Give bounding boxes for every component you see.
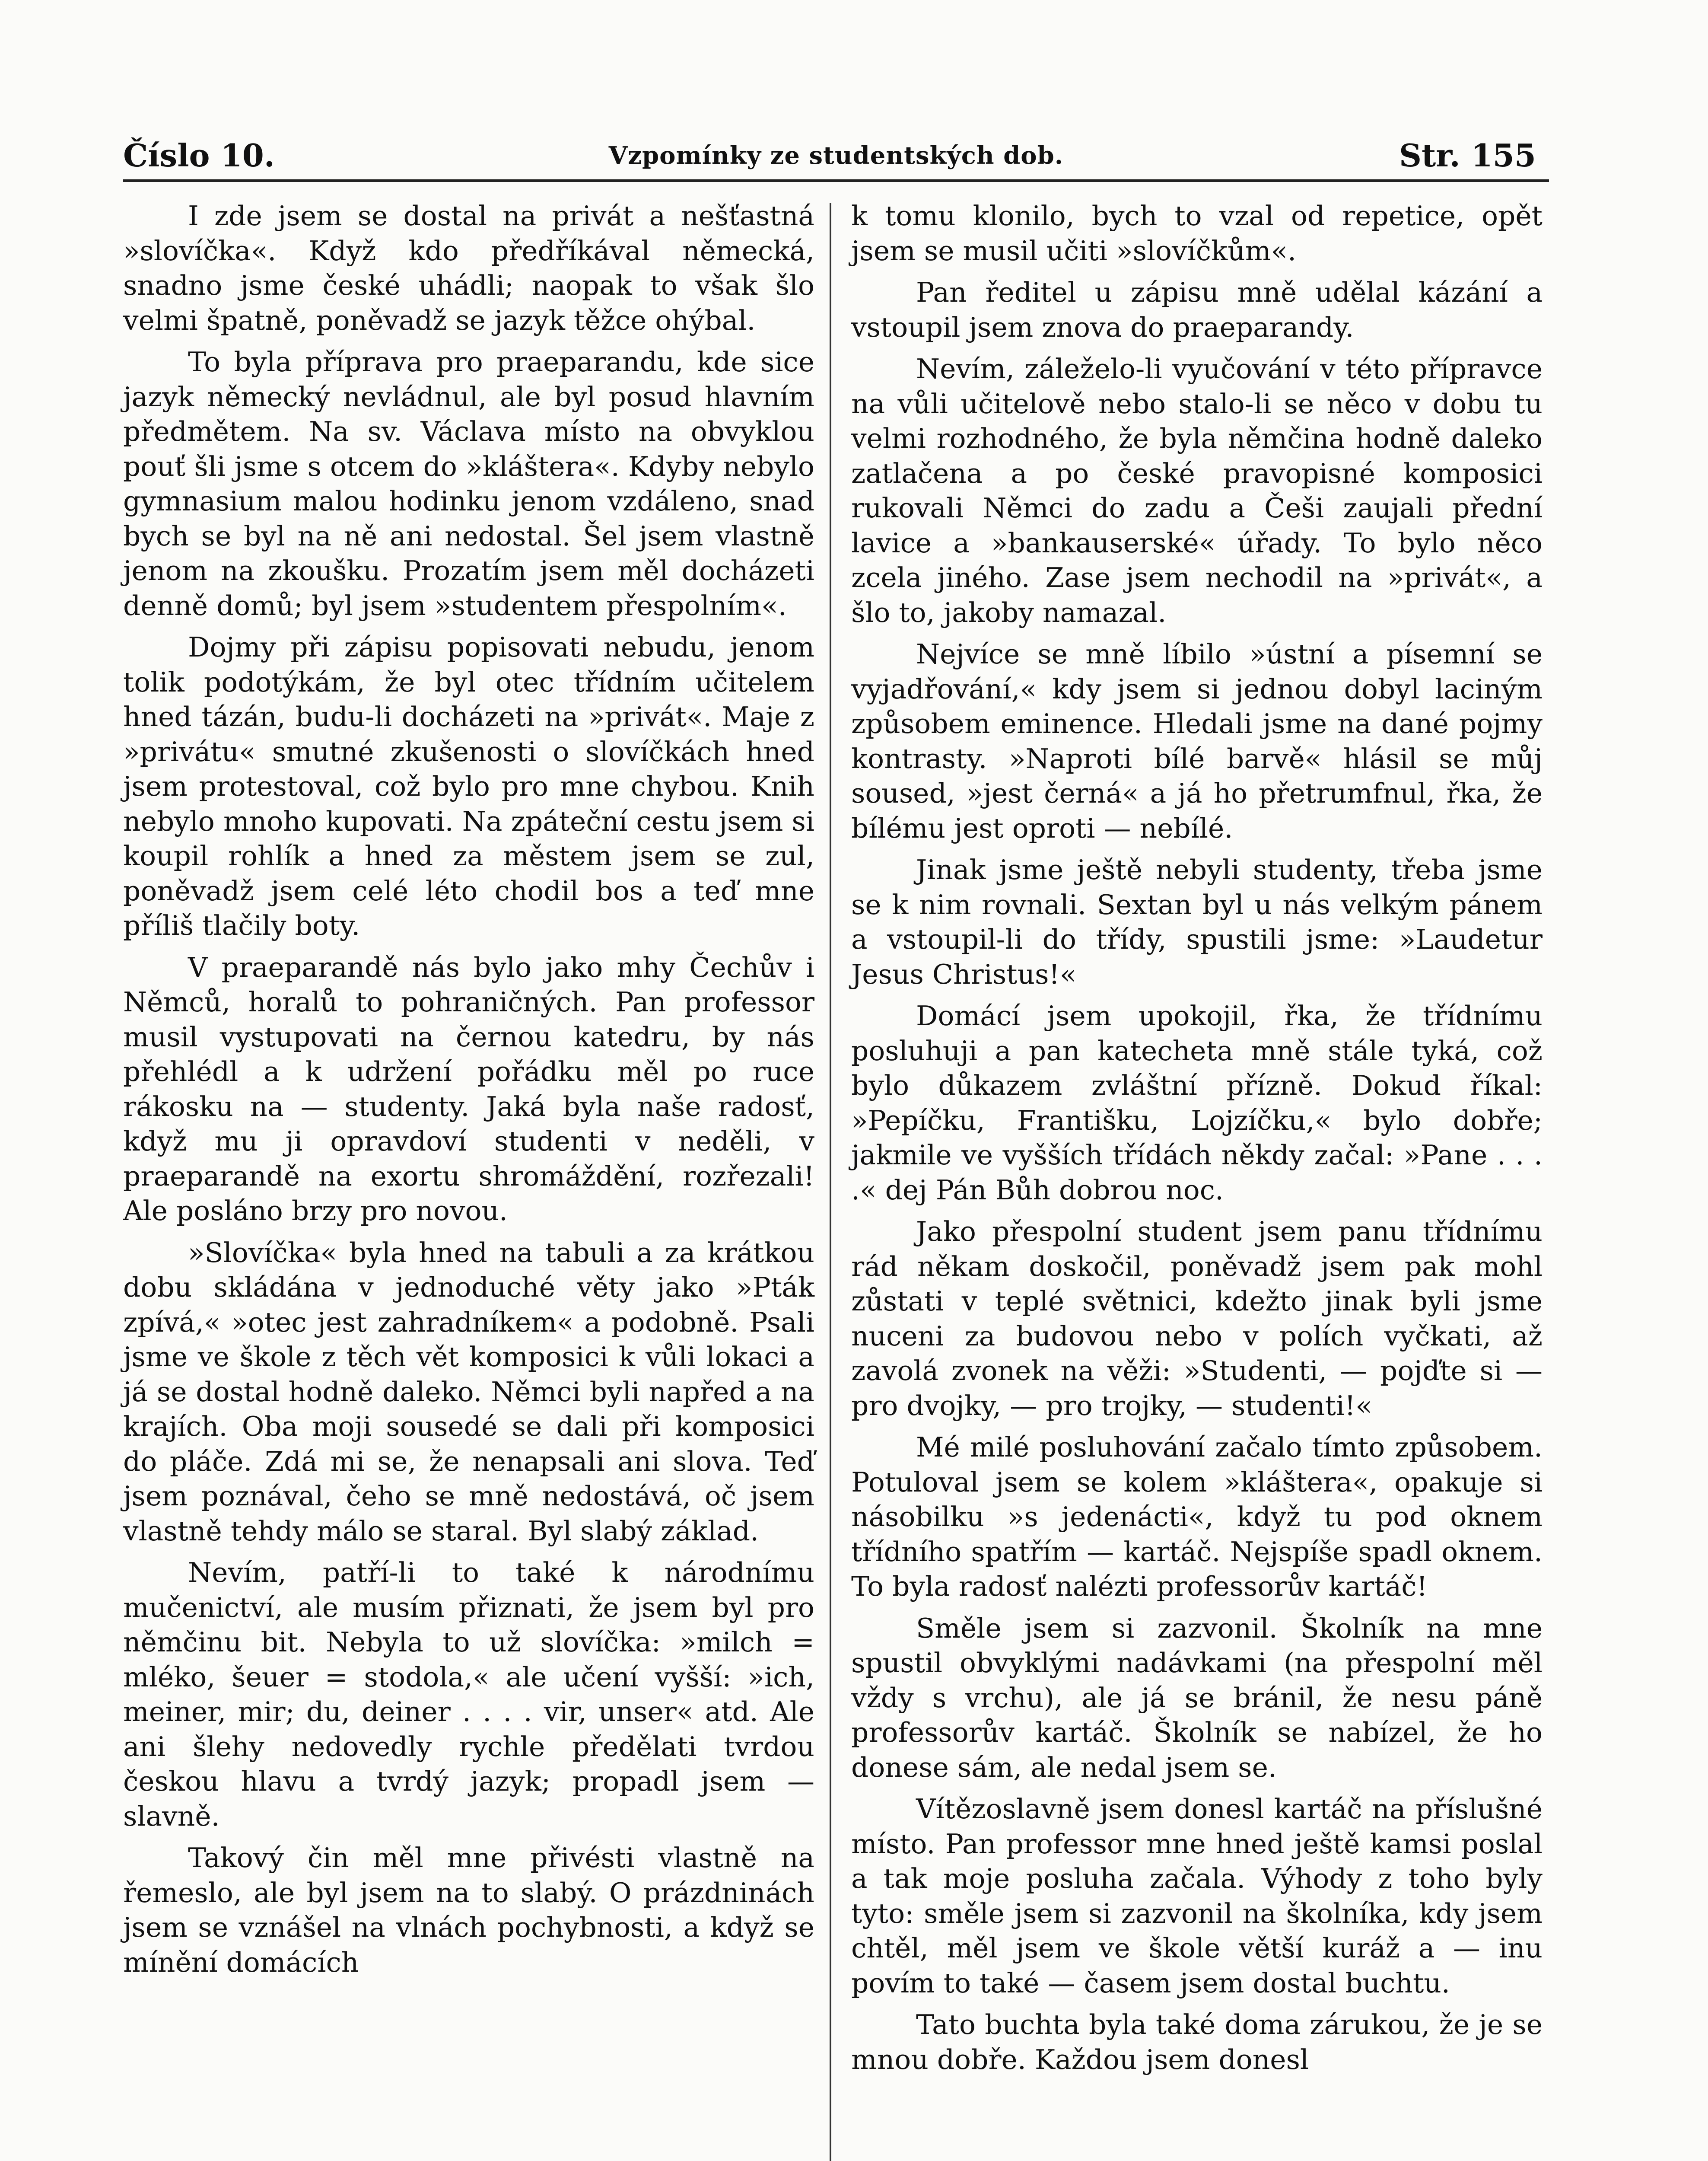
paragraph: Pan ředitel u zápisu mně udělal kázání a vstoupil jsem znova do praeparandy. [851,277,1543,343]
paragraph: Jako přespolní student jsem panu třídnímu rád někam doskočil, poněvadž jsem pak mohl zůstati v teplé světnici, kdežto jinak byli jsme nuceni za budovou nebo v polích vyčkati, až zavolá zvonek na věži: »Studenti, — pojďte si — pro dvojky, — pro trojky, — studenti!« [851,1216,1543,1422]
paragraph: Mé milé posluhování začalo tímto způsobem. Potuloval jsem se kolem »kláštera«, opakuje si násobilku »s jedenácti«, když tu pod oknem třídního spatřím — kartáč. Nejspíše spadl oknem. To byla radosť nalézti professorův kartáč! [851,1431,1543,1602]
paragraph: Tato buchta byla také doma zárukou, že je se mnou dobře. Každou jsem donesl [851,2009,1543,2075]
right-column [851,199,1543,2084]
paragraph: Jinak jsme ještě nebyli studenty, třeba jsme se k nim rovnali. Sextan byl u nás velkým pánem a vstoupil-li do třídy, spustili jsme: »Laudetur Jesus Christus!« [851,854,1543,990]
column-divider [830,203,831,2161]
paragraph: »Slovíčka« byla hned na tabuli a za krátkou dobu skládána v jednoduché věty jako »Pták zpívá,« »otec jest zahradníkem« a podobně. Psali jsme ve škole z těch vět komposici k vůli lokaci a já se dostal hodně daleko. Němci byli napřed a na krajích. Oba moji sousedé se dali při komposici do pláče. Zdá mi se, že nenapsali ani slova. Teď jsem poznával, čeho se mně nedostává, oč jsem vlastně tehdy málo se staral. Byl slabý základ. [123,1237,814,1547]
page-number: Str. 155 [1399,137,1536,174]
paragraph: Nevím, záleželo-li vyučování v této přípravce na vůli učitelově nebo stalo-li se něco v dobu tu velmi rozhodného, že byla němčina hodně daleko zatlačena a po české pravopisné komposici rukovali Němci do zadu a Češi zaujali přední lavice a »bankauserské« úřady. To bylo něco zcela jiného. Zase jsem nechodil na »privát«, a šlo to, jakoby namazal. [851,353,1543,628]
paragraph: Domácí jsem upokojil, řka, že třídnímu posluhuji a pan katecheta mně stále tyká, což bylo důkazem zvláštní přízně. Dokud říkal: »Pepíčku, Františku, Lojzíčku,« bylo dobře; jakmile ve vyšších třídách někdy začal: »Pane . . . .« dej Pán Bůh dobrou noc. [851,1000,1543,1206]
paragraph: Dojmy při zápisu popisovati nebudu, jenom tolik podotýkám, že byl otec třídním učitelem hned tázán, budu-li docházeti na »privát«. Maje z »privátu« smutné zkušenosti o slovíčkách hned jsem protestoval, což bylo pro mne chybou. Knih nebylo mnoho kupovati. Na zpáteční cestu jsem si koupil rohlík a hned za městem jsem se zul, poněvadž jsem celé léto chodil bos a teď mne příliš tlačily boty. [123,631,814,941]
issue-number: Číslo 10. [123,137,275,174]
paragraph: Takový čin měl mne přivésti vlastně na řemeslo, ale byl jsem na to slabý. O prázdninách jsem se vznášel na vlnách pochybnosti, a když se mínění domácích [123,1842,814,1978]
paragraph: To byla příprava pro praeparandu, kde sice jazyk německý nevládnul, ale byl posud hlavním předmětem. Na sv. Václava místo na obvyklou pouť šli jsme s otcem do »kláštera«. Kdyby nebylo gymnasium malou hodinku jenom vzdáleno, snad bych se byl na ně ani nedostal. Šel jsem vlastně jenom na zkoušku. Prozatím jsem měl docházeti denně domů; byl jsem »studentem přespolním«. [123,346,814,622]
paragraph: Směle jsem si zazvonil. Školník na mne spustil obvyklými nadávkami (na přespolní měl vždy s vrchu), ale já se bránil, že nesu páně professorův kartáč. Školník se nabízel, že ho donese sám, ale nedal jsem se. [851,1612,1543,1783]
paragraph: V praeparandě nás bylo jako mhy Čechův i Němců, horalů to pohraničných. Pan professor musil vystupovati na černou katedru, by nás přehlédl a k udržení pořádku měl po ruce rákosku na — studenty. Jaká byla naše radosť, když mu ji opravdoví studenti v neděli, v praeparandě na exortu shromáždění, rozřezali! Ale posláno brzy pro novou. [123,951,814,1227]
running-header [123,132,1549,182]
paragraph: Nejvíce se mně líbilo »ústní a písemní se vyjadřování,« kdy jsem si jednou dobyl laciným způsobem eminence. Hledali jsme na dané pojmy kontrasty. »Naproti bílé barvě« hlásil se můj soused, »jest černá« a já ho přetrumfnul, řka, že bílému jest oproti — nebílé. [851,638,1543,844]
running-title: Vzpomínky ze studentských dob. [608,141,1064,170]
paragraph: Vítězoslavně jsem donesl kartáč na příslušné místo. Pan professor mne hned ještě kamsi poslal a tak moje posluha začala. Výhody z toho byly tyto: směle jsem si zazvonil na školníka, kdy jsem chtěl, měl jsem ve škole větší kuráž a — inu povím to také — časem jsem dostal buchtu. [851,1793,1543,1999]
left-column [123,199,814,1987]
paragraph: I zde jsem se dostal na privát a nešťastná »slovíčka«. Když kdo předříkával německá, snadno jsme české uhádli; naopak to však šlo velmi špatně, poněvadž se jazyk těžce ohýbal. [123,200,814,336]
paragraph: Nevím, patří-li to také k národnímu mučenictví, ale musím přiznati, že jsem byl pro němčinu bit. Nebyla to už slovíčka: »milch = mléko, šeuer = stodola,« ale učení vyšší: »ich, meiner, mir; du, deiner . . . . vir, unser« atd. Ale ani šlehy nedovedly rychle předělati tvrdou českou hlavu a tvrdý jazyk; propadl jsem — slavně. [123,1557,814,1832]
paragraph-continued: k tomu klonilo, bych to vzal od repetice, opět jsem se musil učiti »slovíčkům«. [851,200,1543,267]
